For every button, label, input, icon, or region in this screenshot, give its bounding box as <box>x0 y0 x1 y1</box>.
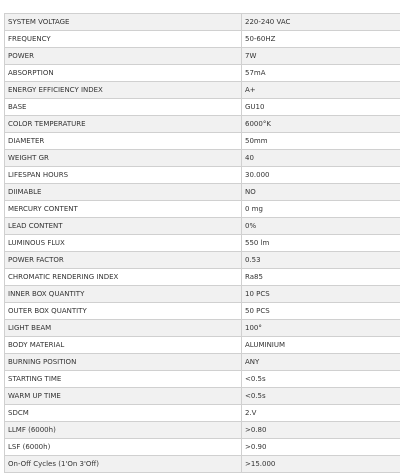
spec-param-label: POWER FACTOR <box>5 252 242 269</box>
spec-param-label: MERCURY CONTENT <box>5 201 242 218</box>
spec-row <box>5 133 400 150</box>
spec-param-value: ALUMINIUM <box>242 337 400 354</box>
spec-row <box>5 65 400 82</box>
spec-param-value: 0% <box>242 218 400 235</box>
spec-param-value: A+ <box>242 82 400 99</box>
spec-row <box>5 303 400 320</box>
spec-param-label: LIFESPAN HOURS <box>5 167 242 184</box>
spec-param-value: 57mA <box>242 65 400 82</box>
spec-param-value: NO <box>242 184 400 201</box>
spec-param-value: 50mm <box>242 133 400 150</box>
spec-row <box>5 201 400 218</box>
spec-row <box>5 388 400 405</box>
spec-row <box>5 150 400 167</box>
spec-param-value: 0.53 <box>242 252 400 269</box>
spec-row <box>5 48 400 65</box>
spec-row <box>5 252 400 269</box>
spec-row <box>5 405 400 422</box>
spec-row <box>5 235 400 252</box>
spec-param-label: SDCM <box>5 405 242 422</box>
spec-row <box>5 167 400 184</box>
spec-table-container <box>4 13 396 473</box>
spec-param-value: 50-60HZ <box>242 31 400 48</box>
spec-param-value: GU10 <box>242 99 400 116</box>
spec-row <box>5 218 400 235</box>
spec-param-value: >0.90 <box>242 439 400 456</box>
spec-param-label: COLOR TEMPERATURE <box>5 116 242 133</box>
spec-row <box>5 439 400 456</box>
spec-param-value: 50 PCS <box>242 303 400 320</box>
spec-param-label: LLMF (6000h) <box>5 422 242 439</box>
spec-row <box>5 31 400 48</box>
spec-table-body <box>5 14 400 473</box>
spec-param-value: 2.V <box>242 405 400 422</box>
spec-param-value: Ra85 <box>242 269 400 286</box>
spec-param-label: POWER <box>5 48 242 65</box>
spec-param-value: 40 <box>242 150 400 167</box>
spec-row <box>5 269 400 286</box>
spec-param-label: LEAD CONTENT <box>5 218 242 235</box>
spec-param-label: INNER BOX QUANTITY <box>5 286 242 303</box>
spec-row <box>5 422 400 439</box>
spec-param-label: BASE <box>5 99 242 116</box>
spec-param-value: 30.000 <box>242 167 400 184</box>
spec-param-label: LIGHT BEAM <box>5 320 242 337</box>
spec-row <box>5 320 400 337</box>
spec-param-value: 0 mg <box>242 201 400 218</box>
spec-param-value: >15.000 <box>242 456 400 473</box>
spec-param-label: On-Off Cycles (1'On 3'Off) <box>5 456 242 473</box>
spec-row <box>5 337 400 354</box>
spec-param-label: DIAMETER <box>5 133 242 150</box>
spec-param-value: 550 lm <box>242 235 400 252</box>
spec-row <box>5 354 400 371</box>
spec-row <box>5 371 400 388</box>
spec-param-value: 10 PCS <box>242 286 400 303</box>
spec-param-label: DIIMABLE <box>5 184 242 201</box>
spec-param-label: STARTING TIME <box>5 371 242 388</box>
spec-param-value: >0.80 <box>242 422 400 439</box>
spec-table <box>4 13 400 473</box>
spec-param-label: CHROMATIC RENDERING INDEX <box>5 269 242 286</box>
spec-param-value: <0.5s <box>242 371 400 388</box>
spec-param-value: 100° <box>242 320 400 337</box>
spec-row <box>5 14 400 31</box>
spec-param-label: LSF (6000h) <box>5 439 242 456</box>
spec-row <box>5 456 400 473</box>
spec-param-value: ANY <box>242 354 400 371</box>
spec-param-label: SYSTEM VOLTAGE <box>5 14 242 31</box>
spec-row <box>5 116 400 133</box>
spec-param-label: WARM UP TIME <box>5 388 242 405</box>
spec-param-label: WEIGHT GR <box>5 150 242 167</box>
spec-param-label: FREQUENCY <box>5 31 242 48</box>
spec-param-value: 7W <box>242 48 400 65</box>
spec-param-label: BURNING POSITION <box>5 354 242 371</box>
spec-param-label: OUTER BOX QUANTITY <box>5 303 242 320</box>
spec-param-label: BODY MATERIAL <box>5 337 242 354</box>
spec-row <box>5 286 400 303</box>
spec-param-value: 6000°K <box>242 116 400 133</box>
spec-param-label: ENERGY EFFICIENCY INDEX <box>5 82 242 99</box>
spec-row <box>5 184 400 201</box>
spec-row <box>5 82 400 99</box>
spec-param-value: 220-240 VAC <box>242 14 400 31</box>
spec-row <box>5 99 400 116</box>
spec-param-label: ABSORPTION <box>5 65 242 82</box>
spec-param-value: <0.5s <box>242 388 400 405</box>
spec-param-label: LUMINOUS FLUX <box>5 235 242 252</box>
